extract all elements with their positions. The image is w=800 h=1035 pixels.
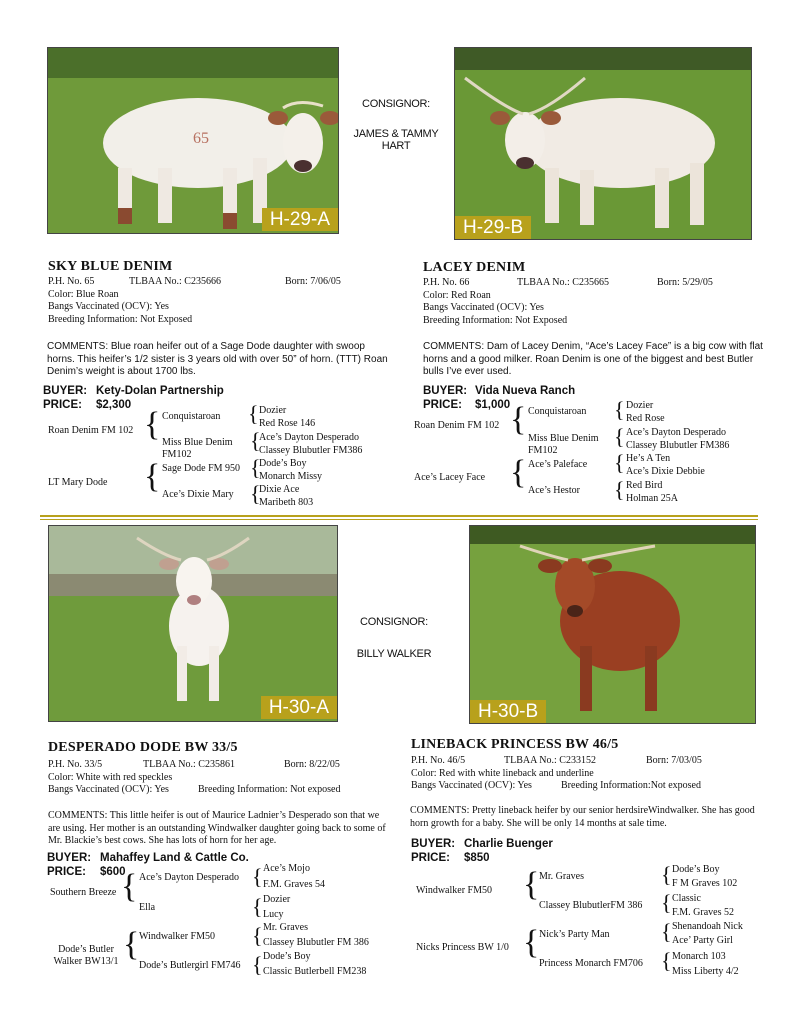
consignor-label: CONSIGNOR:: [360, 616, 428, 628]
pedigree-dam: Dode’s Butler Walker BW13/1: [53, 944, 119, 967]
pedigree-ds: Sage Dode FM 950: [162, 463, 241, 474]
cow-photo-h29b-image: [455, 48, 752, 240]
pedigree-sdd: F.M. Graves 52: [672, 907, 734, 918]
pedigree-sire: Southern Breeze: [50, 887, 117, 898]
pedigree-ddd: Classic Butlerbell FM238: [263, 966, 367, 977]
pedigree-brace: {: [121, 868, 138, 905]
pedigree-sss: Dozier: [259, 405, 287, 416]
pedigree-dss: Dode’s Boy: [259, 458, 307, 469]
comments: COMMENTS: Pretty lineback heifer by our senior herdsireWindwalker. She has good horn growth for a baby. She will be only 14 months at sale time.: [410, 805, 755, 829]
lot-tag: H-30-B: [470, 700, 546, 723]
lot-tag: H-30-A: [261, 696, 337, 719]
price-value: $2,300: [96, 399, 132, 411]
animal-info: [423, 277, 763, 327]
pedigree-sds: Classic: [672, 893, 701, 904]
animal-name: LACEY DENIM: [423, 260, 526, 275]
price-label: PRICE:: [47, 866, 86, 878]
pedigree-sdd: Classey Blubutler FM386: [259, 445, 363, 456]
cow-photo-h30a: [48, 525, 338, 722]
consignor-name: JAMES & TAMMY HART: [353, 128, 439, 152]
pedigree-dds: Red Bird: [626, 480, 663, 491]
pedigree-ssd: F M Graves 102: [672, 878, 738, 889]
pedigree-brace: {: [248, 401, 259, 426]
buyer-name: Mahaffey Land & Cattle Co.: [100, 852, 249, 864]
pedigree-brace: {: [614, 424, 625, 449]
cow-photo-h30b: [469, 525, 756, 724]
pedigree-ss: Ace’s Dayton Desperado: [139, 872, 239, 883]
pedigree-dd: Princess Monarch FM706: [539, 958, 643, 969]
pedigree-ds: Nick’s Party Man: [539, 929, 610, 940]
bangs-info: Bangs Vaccinated (OCV): Yes: [48, 301, 169, 312]
pedigree-ddd: Miss Liberty 4/2: [672, 966, 739, 977]
comments: COMMENTS: This little heifer is out of Maurice Ladnier’s Desperado son that we are using. Her mother is an outstanding Windwalker daughter going back to some of Mr. Blackie’s best cows. She has lots of horn for her age.: [48, 810, 386, 846]
pedigree-dds: Dixie Ace: [259, 484, 300, 495]
pedigree-brace: {: [252, 894, 263, 919]
ph-number: P.H. No. 46/5: [411, 755, 466, 766]
comments: COMMENTS: Dam of Lacey Denim, “Ace’s Lacey Face” is a big cow with flat horns and a good milker. Roan Denim is one of the biggest and best Butler bulls I’ve ever used.: [423, 341, 763, 377]
pedigree-ddd: Holman 25A: [626, 493, 678, 504]
pedigree-brace: {: [250, 455, 261, 480]
pedigree-brace: {: [614, 477, 625, 502]
pedigree-dds: Dode’s Boy: [263, 951, 311, 962]
animal-info: [411, 755, 761, 793]
pedigree-brace: {: [661, 919, 672, 944]
breeding-info: Breeding Information: Not Exposed: [48, 313, 193, 325]
cow-photo-h30b-image: [470, 526, 756, 724]
consignor-block: [338, 616, 450, 660]
lot-tag: H-29-A: [262, 208, 338, 231]
color-info: Color: Red with white lineback and underline: [411, 767, 594, 779]
ph-number: P.H. No. 33/5: [48, 759, 103, 770]
buyer-name: Kety-Dolan Partnership: [96, 385, 224, 397]
comments: COMMENTS: Blue roan heifer out of a Sage Dode daughter with swoop horns. This heifer’s 1/2 sister is 3 years old with over 50” of horn. (TTT) Roan Denim’s weight is about 1700 lbs.: [47, 341, 388, 377]
pedigree-dam: LT Mary Dode: [48, 477, 108, 488]
animal-name: LINEBACK PRINCESS BW 46/5: [411, 737, 619, 752]
pedigree-brace: {: [123, 926, 140, 963]
pedigree-brace: {: [661, 890, 672, 915]
pedigree-brace: {: [661, 948, 672, 973]
pedigree-dss: He’s A Ten: [626, 453, 671, 464]
tlbaa-number: TLBAA No.: C235666: [129, 276, 221, 287]
lot-tag: H-29-B: [455, 216, 531, 239]
birth-date: Born: 8/22/05: [284, 759, 340, 770]
cow-photo-h29b: [454, 47, 752, 240]
buyer-label: BUYER:: [411, 838, 456, 850]
pedigree-sdd: Classey Blubutler FM386: [626, 440, 730, 451]
price-value: $850: [464, 852, 490, 864]
ph-number: P.H. No. 65: [48, 276, 95, 287]
pedigree-brace: {: [252, 952, 263, 977]
pedigree-dd: Dode’s Butlergirl FM746: [139, 960, 241, 971]
pedigree-sds: Ace’s Dayton Desperado: [626, 427, 726, 438]
pedigree-sire: Roan Denim FM 102: [48, 425, 134, 436]
pedigree-brace: {: [510, 401, 527, 438]
breeding-info: Breeding Information: Not exposed: [198, 784, 341, 795]
pedigree-dds: Monarch 103: [672, 951, 726, 962]
pedigree-brace: {: [510, 454, 527, 491]
birth-date: Born: 7/03/05: [646, 755, 702, 766]
birth-date: Born: 7/06/05: [285, 276, 341, 287]
bangs-info: Bangs Vaccinated (OCV): Yes: [48, 784, 169, 795]
buyer-label: BUYER:: [423, 385, 468, 397]
pedigree-brace: {: [523, 924, 540, 961]
animal-name: SKY BLUE DENIM: [48, 259, 173, 274]
pedigree-ssd: F.M. Graves 54: [263, 879, 325, 890]
buyer-block: [411, 837, 553, 865]
pedigree-sd: Ella: [139, 902, 156, 913]
pedigree-sd: Miss Blue Denim FM102: [162, 437, 233, 460]
tlbaa-number: TLBAA No.: C233152: [504, 755, 596, 766]
bangs-info: Bangs Vaccinated (OCV): Yes: [411, 780, 532, 791]
pedigree-sire: Windwalker FM50: [416, 885, 492, 896]
pedigree-sire: Roan Denim FM 102: [414, 420, 500, 431]
price-label: PRICE:: [43, 399, 82, 411]
tlbaa-number: TLBAA No.: C235665: [517, 277, 609, 288]
ph-number: P.H. No. 66: [423, 277, 470, 288]
buyer-block: [43, 384, 224, 412]
consignor-name: BILLY WALKER: [356, 648, 432, 660]
pedigree-brace: {: [661, 862, 672, 887]
pedigree-dam: Ace’s Lacey Face: [414, 472, 486, 483]
pedigree-dsd: Ace’ Party Girl: [672, 935, 733, 946]
pedigree-ss: Conquistaroan: [528, 406, 587, 417]
animal-info: [48, 276, 388, 326]
cow-photo-h29a: [47, 47, 339, 234]
pedigree-brace: {: [144, 458, 161, 495]
pedigree-ddd: Maribeth 803: [259, 497, 314, 508]
pedigree-brace: {: [144, 406, 161, 443]
pedigree-brace: {: [252, 864, 263, 889]
pedigree-dam: Nicks Princess BW 1/0: [416, 942, 509, 953]
cow-photo-h30a-image: [49, 526, 338, 722]
birth-date: Born: 5/29/05: [657, 277, 713, 288]
pedigree-brace: {: [523, 866, 540, 903]
cow-photo-h29a-image: [48, 48, 339, 234]
buyer-label: BUYER:: [47, 852, 92, 864]
color-info: Color: Red Roan: [423, 289, 491, 301]
breeding-info: Breeding Information: Not Exposed: [423, 314, 568, 326]
color-info: Color: Blue Roan: [48, 288, 119, 300]
pedigree-sss: Dode’s Boy: [672, 864, 720, 875]
section-divider: [40, 515, 758, 517]
pedigree-sd: Classey BlubutlerFM 386: [539, 900, 643, 911]
pedigree-dss: Shenandoah Nick: [672, 921, 743, 932]
animal-name: DESPERADO DODE BW 33/5: [48, 740, 238, 755]
animal-info: [48, 759, 393, 797]
price-value: $1,000: [475, 399, 511, 411]
pedigree-brace: {: [252, 923, 263, 948]
pedigree-brace: {: [250, 481, 261, 506]
price-label: PRICE:: [423, 399, 462, 411]
breeding-info: Breeding Information:Not exposed: [561, 780, 701, 791]
pedigree-ssd: Red Rose: [626, 413, 665, 424]
tlbaa-number: TLBAA No.: C235861: [143, 759, 235, 770]
pedigree-sss: Ace’s Mojo: [263, 863, 310, 874]
section-divider: [40, 519, 758, 520]
pedigree-dsd: Classey Blubutler FM 386: [263, 937, 369, 948]
pedigree-brace: {: [250, 428, 261, 453]
pedigree-sdd: Lucy: [263, 909, 284, 920]
pedigree-sss: Dozier: [626, 400, 654, 411]
pedigree-ssd: Red Rose 146: [259, 418, 316, 429]
pedigree-sds: Dozier: [263, 894, 291, 905]
buyer-name: Charlie Buenger: [464, 838, 553, 850]
pedigree-dsd: Monarch Missy: [259, 471, 323, 482]
consignor-label: CONSIGNOR:: [362, 98, 430, 110]
pedigree-dsd: Ace’s Dixie Debbie: [626, 466, 705, 477]
pedigree-ss: Conquistaroan: [162, 411, 221, 422]
price-label: PRICE:: [411, 852, 450, 864]
consignor-block: [340, 98, 452, 152]
pedigree-dss: Mr. Graves: [263, 922, 308, 933]
bangs-info: Bangs Vaccinated (OCV): Yes: [423, 302, 544, 313]
pedigree-sd: Miss Blue Denim FM102: [528, 433, 599, 456]
pedigree-sds: Ace’s Dayton Desperado: [259, 432, 359, 443]
pedigree-ds: Windwalker FM50: [139, 931, 215, 942]
pedigree-ds: Ace’s Paleface: [528, 459, 588, 470]
svg-text:65: 65: [193, 130, 209, 147]
buyer-name: Vida Nueva Ranch: [475, 385, 576, 397]
pedigree-brace: {: [614, 450, 625, 475]
pedigree-ss: Mr. Graves: [539, 871, 584, 882]
price-value: $600: [100, 866, 126, 878]
buyer-label: BUYER:: [43, 385, 88, 397]
pedigree-dd: Ace’s Dixie Mary: [162, 489, 234, 500]
pedigree-dd: Ace’s Hestor: [528, 485, 580, 496]
pedigree-brace: {: [614, 397, 625, 422]
color-info: Color: White with red speckles: [48, 771, 173, 783]
